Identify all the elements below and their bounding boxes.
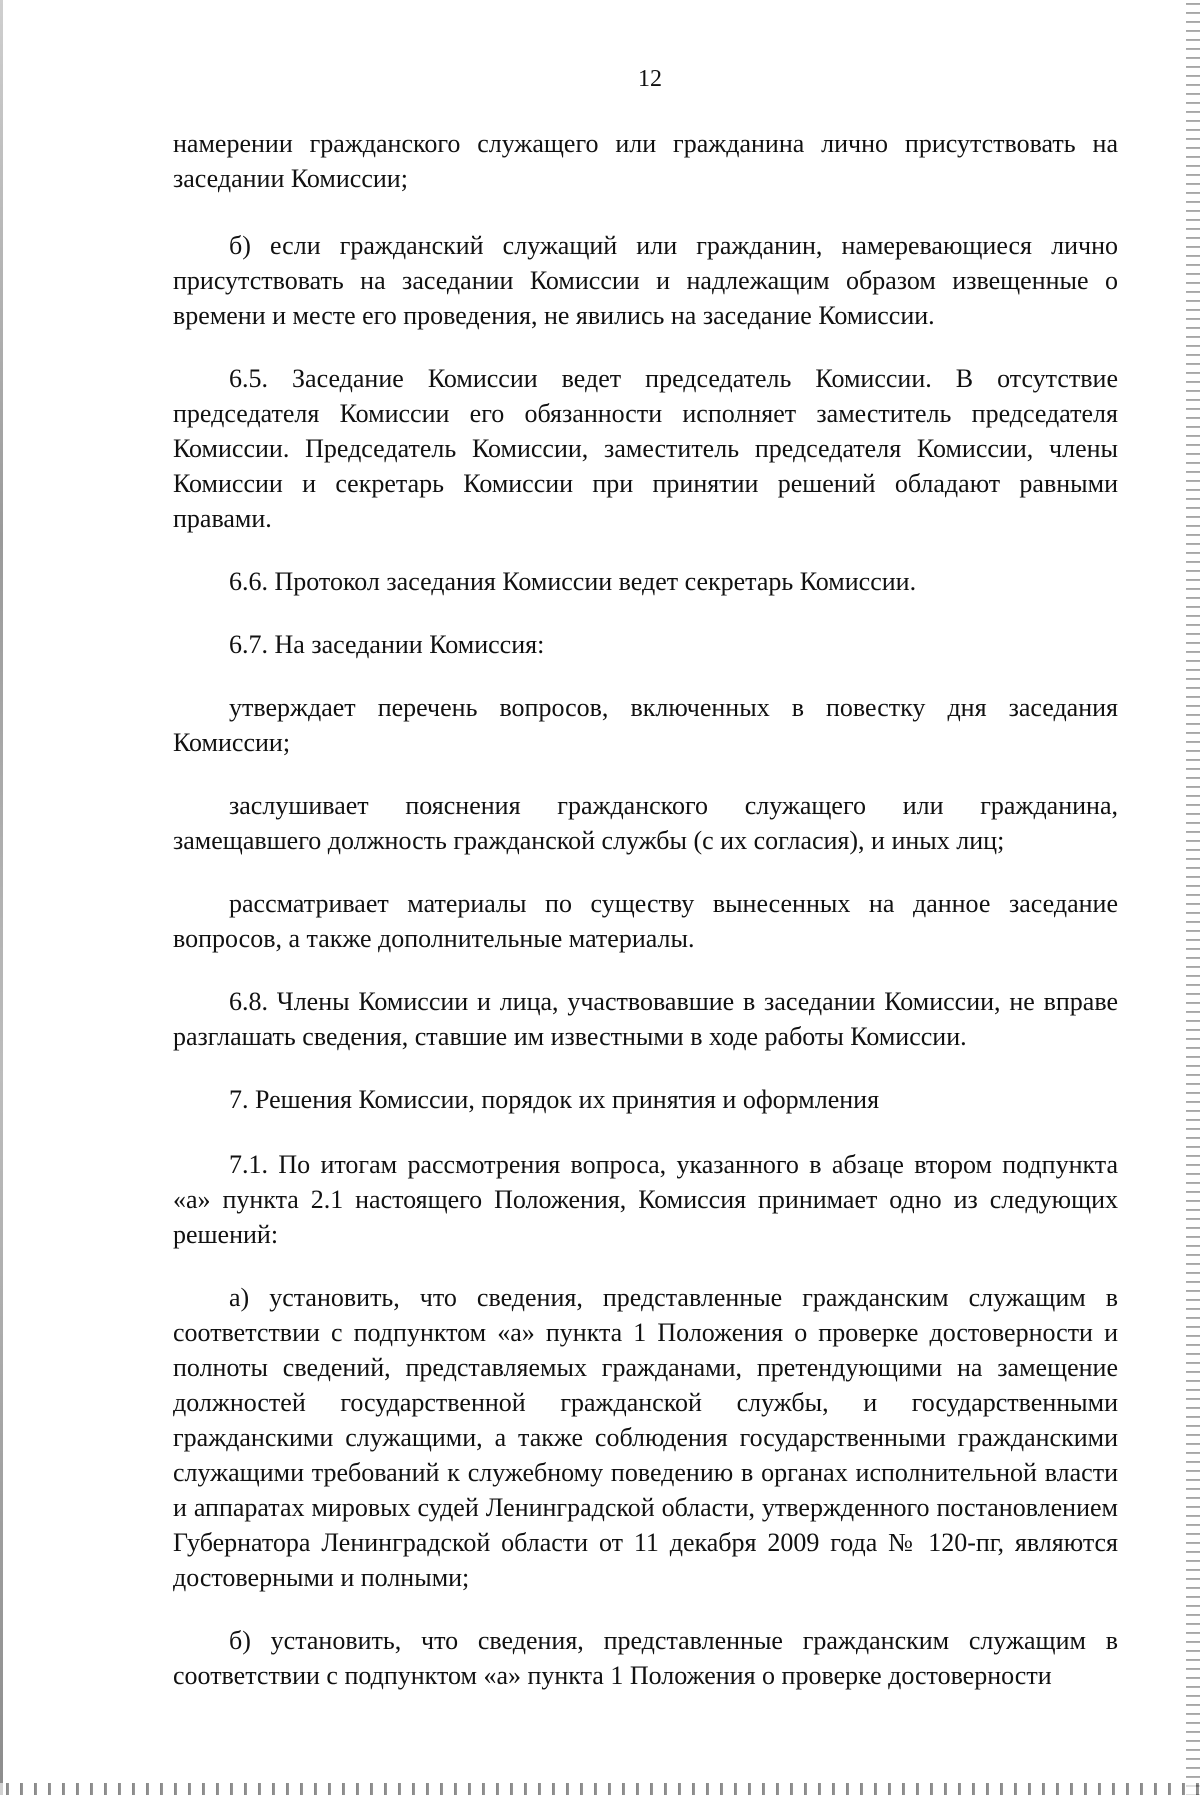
paragraph-6-7-agenda: утверждает перечень вопросов, включенных в повестку дня заседания Комиссии; — [173, 693, 1118, 757]
paragraph-7-1-a: а) установить, что сведения, представленные гражданским служащим в соответствии с подпунктом «а» пункта 1 Положения о проверке достоверности и полноты сведений, представляемых гражданами, претендующими на замещение должностей государственной гражданской службы, и государственными гражданскими служащими, а также соблюдения государственными гражданскими служащими требований к служебному поведению в органах исполнительной власти и аппаратах мировых судей Ленинградской области, утвержденного постановлением Губернатора Ленинградской области от 11 декабря 2009 года № 120-пг, являются достоверными и полными; — [173, 1283, 1118, 1592]
paragraph-6-8: 6.8. Члены Комиссии и лица, участвовавшие в заседании Комиссии, не вправе разглашать сведения, ставшие им известными в ходе работы Комиссии. — [173, 987, 1118, 1051]
section-heading-7: 7. Решения Комиссии, порядок их принятия и оформления — [229, 1085, 880, 1114]
paragraph-6-7: 6.7. На заседании Комиссия: — [229, 630, 545, 659]
scan-edge-bottom — [0, 1783, 1200, 1795]
page-number: 12 — [638, 66, 662, 92]
paragraph-6-5: 6.5. Заседание Комиссии ведет председатель Комиссии. В отсутствие председателя Комиссии его обязанности исполняет заместитель председателя Комиссии. Председатель Комиссии, заместитель председателя Комиссии, члены Комиссии и секретарь Комиссии при принятии решений обладают равными правами. — [173, 364, 1118, 533]
scan-edge-left — [0, 0, 3, 1795]
paragraph-7-1-b: б) установить, что сведения, представленные гражданским служащим в соответствии с подпунктом «а» пункта 1 Положения о проверке достоверности — [173, 1626, 1118, 1690]
scan-edge-right — [1186, 0, 1200, 1795]
paragraph-6-7-materials: рассматривает материалы по существу вынесенных на данное заседание вопросов, а также дополнительные материалы. — [173, 889, 1118, 953]
document-body — [173, 126, 1118, 1721]
paragraph-item-b: б) если гражданский служащий или гражданин, намеревающиеся лично присутствовать на заседании Комиссии и надлежащим образом извещенные о времени и месте его проведения, не явились на заседание Комиссии. — [173, 231, 1118, 330]
paragraph-6-6: 6.6. Протокол заседания Комиссии ведет секретарь Комиссии. — [229, 567, 917, 596]
paragraph-continuation: намерении гражданского служащего или гражданина лично присутствовать на заседании Комиссии; — [173, 129, 1118, 193]
paragraph-7-1: 7.1. По итогам рассмотрения вопроса, указанного в абзаце втором подпункта «а» пункта 2.1 настоящего Положения, Комиссия принимает одно из следующих решений: — [173, 1150, 1118, 1249]
paragraph-6-7-hearing: заслушивает пояснения гражданского служащего или гражданина, замещавшего должность гражданской службы (с их согласия), и иных лиц; — [173, 791, 1118, 855]
